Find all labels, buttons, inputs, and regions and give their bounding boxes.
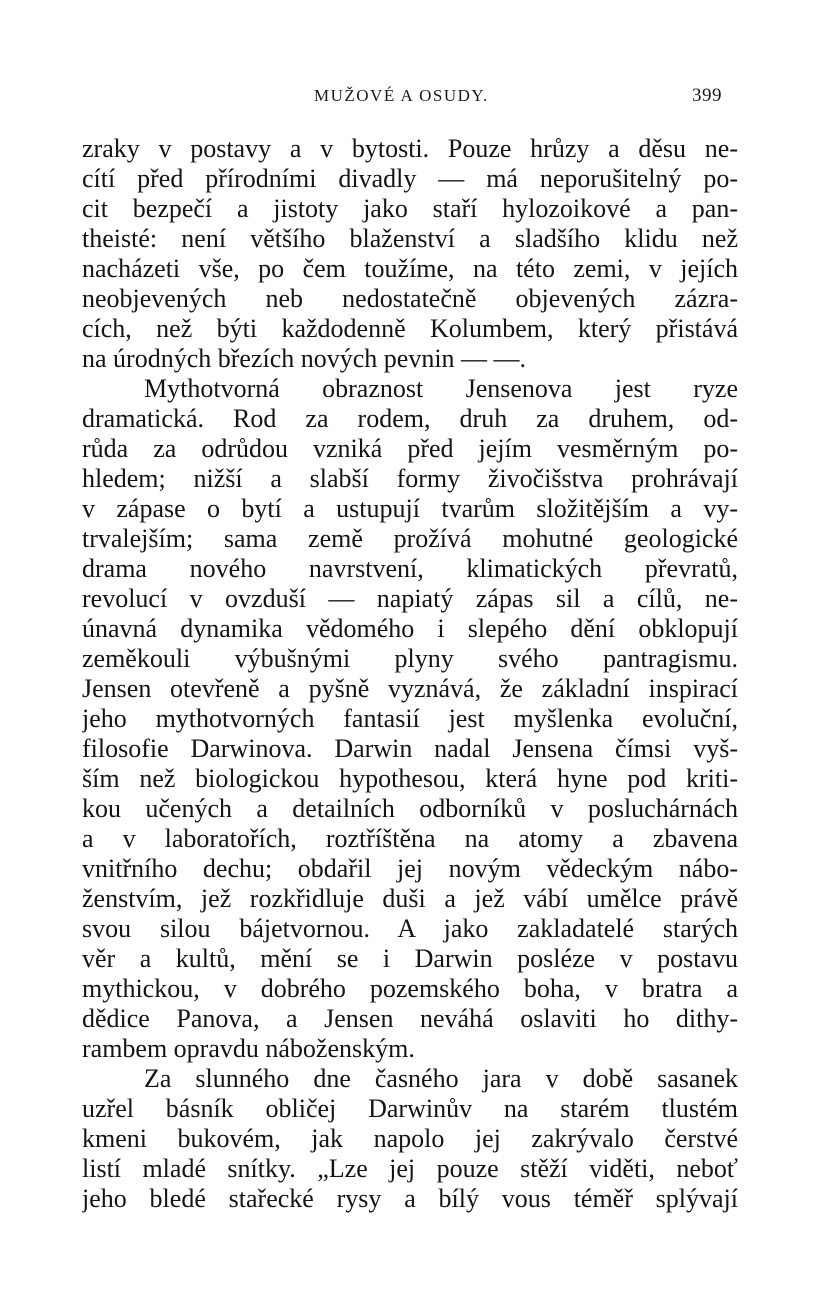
text-line: dědice Panova, a Jensen neváhá oslaviti ho dithy- <box>82 1004 738 1033</box>
text-line: neobjevených neb nedostatečně objevených zázra- <box>82 284 738 313</box>
text-line: cit bezpečí a jistoty jako staří hylozoikové a pan- <box>82 194 738 223</box>
text-line: cích, než býti každodenně Kolumbem, který přistává <box>82 314 738 343</box>
body-text <box>82 134 738 1214</box>
text-line: hledem; nižší a slabší formy živočišstva prohrávají <box>82 464 738 493</box>
text-line: Za slunného dne časného jara v době sasanek <box>144 1064 738 1093</box>
text-line: kou učených a detailních odborníků v posluchárnách <box>82 794 738 823</box>
text-line: věr a kultů, mění se i Darwin posléze v postavu <box>82 944 738 973</box>
text-line: svou silou bájetvornou. A jako zakladatelé starých <box>82 914 738 943</box>
text-line: ženstvím, jež rozkřidluje duši a jež vábí umělce právě <box>82 884 738 913</box>
text-line: jeho bledé stařecké rysy a bílý vous téměř splývají <box>82 1184 738 1213</box>
text-line: zraky v postavy a v bytosti. Pouze hrůzy a děsu ne- <box>82 134 738 163</box>
running-title: MUŽOVÉ A OSUDY. <box>314 86 489 105</box>
text-line: rambem opravdu náboženským. <box>82 1034 415 1063</box>
text-line: theisté: není většího blaženství a sladšího klidu než <box>82 224 738 253</box>
page-number: 399 <box>692 85 722 106</box>
text-line: únavná dynamika vědomého i slepého dění obklopují <box>82 614 738 643</box>
text-line: revolucí v ovzduší — napiatý zápas sil a cílů, ne- <box>82 584 738 613</box>
text-line: Mythotvorná obraznost Jensenova jest ryze <box>144 374 738 403</box>
text-line: vnitřního dechu; obdařil jej novým vědeckým nábo- <box>82 854 738 883</box>
text-line: kmeni bukovém, jak napolo jej zakrývalo čerstvé <box>82 1124 738 1153</box>
text-line: mythickou, v dobrého pozemského boha, v bratra a <box>82 974 738 1003</box>
text-line: uzřel básník obličej Darwinův na starém tlustém <box>82 1094 738 1123</box>
text-line: cítí před přírodními divadly — má neporušitelný po- <box>82 164 738 193</box>
text-line: trvalejším; sama země prožívá mohutné geologické <box>82 524 738 553</box>
text-line: drama nového navrstvení, klimatických převratů, <box>82 554 738 583</box>
text-line: růda za odrůdou vzniká před jejím vesměrným po- <box>82 434 738 463</box>
text-line: filosofie Darwinova. Darwin nadal Jensena čímsi vyš- <box>82 734 738 763</box>
text-line: Jensen otevřeně a pyšně vyznává, že základní inspirací <box>82 674 738 703</box>
text-line: na úrodných březích nových pevnin — —. <box>82 344 527 373</box>
text-line: jeho mythotvorných fantasií jest myšlenka evoluční, <box>82 704 738 733</box>
text-line: zeměkouli výbušnými plyny svého pantragismu. <box>82 644 738 673</box>
text-line: a v laboratořích, roztříštěna na atomy a zbavena <box>82 824 738 853</box>
text-line: v zápase o bytí a ustupují tvarům složitějším a vy- <box>82 494 738 523</box>
text-line: listí mladé snítky. „Lze jej pouze stěží viděti, neboť <box>82 1154 738 1183</box>
text-line: ším než biologickou hypothesou, která hyne pod kriti- <box>82 764 738 793</box>
text-line: nacházeti vše, po čem toužíme, na této zemi, v jejích <box>82 254 738 283</box>
text-line: dramatická. Rod za rodem, druh za druhem, od- <box>82 404 738 433</box>
